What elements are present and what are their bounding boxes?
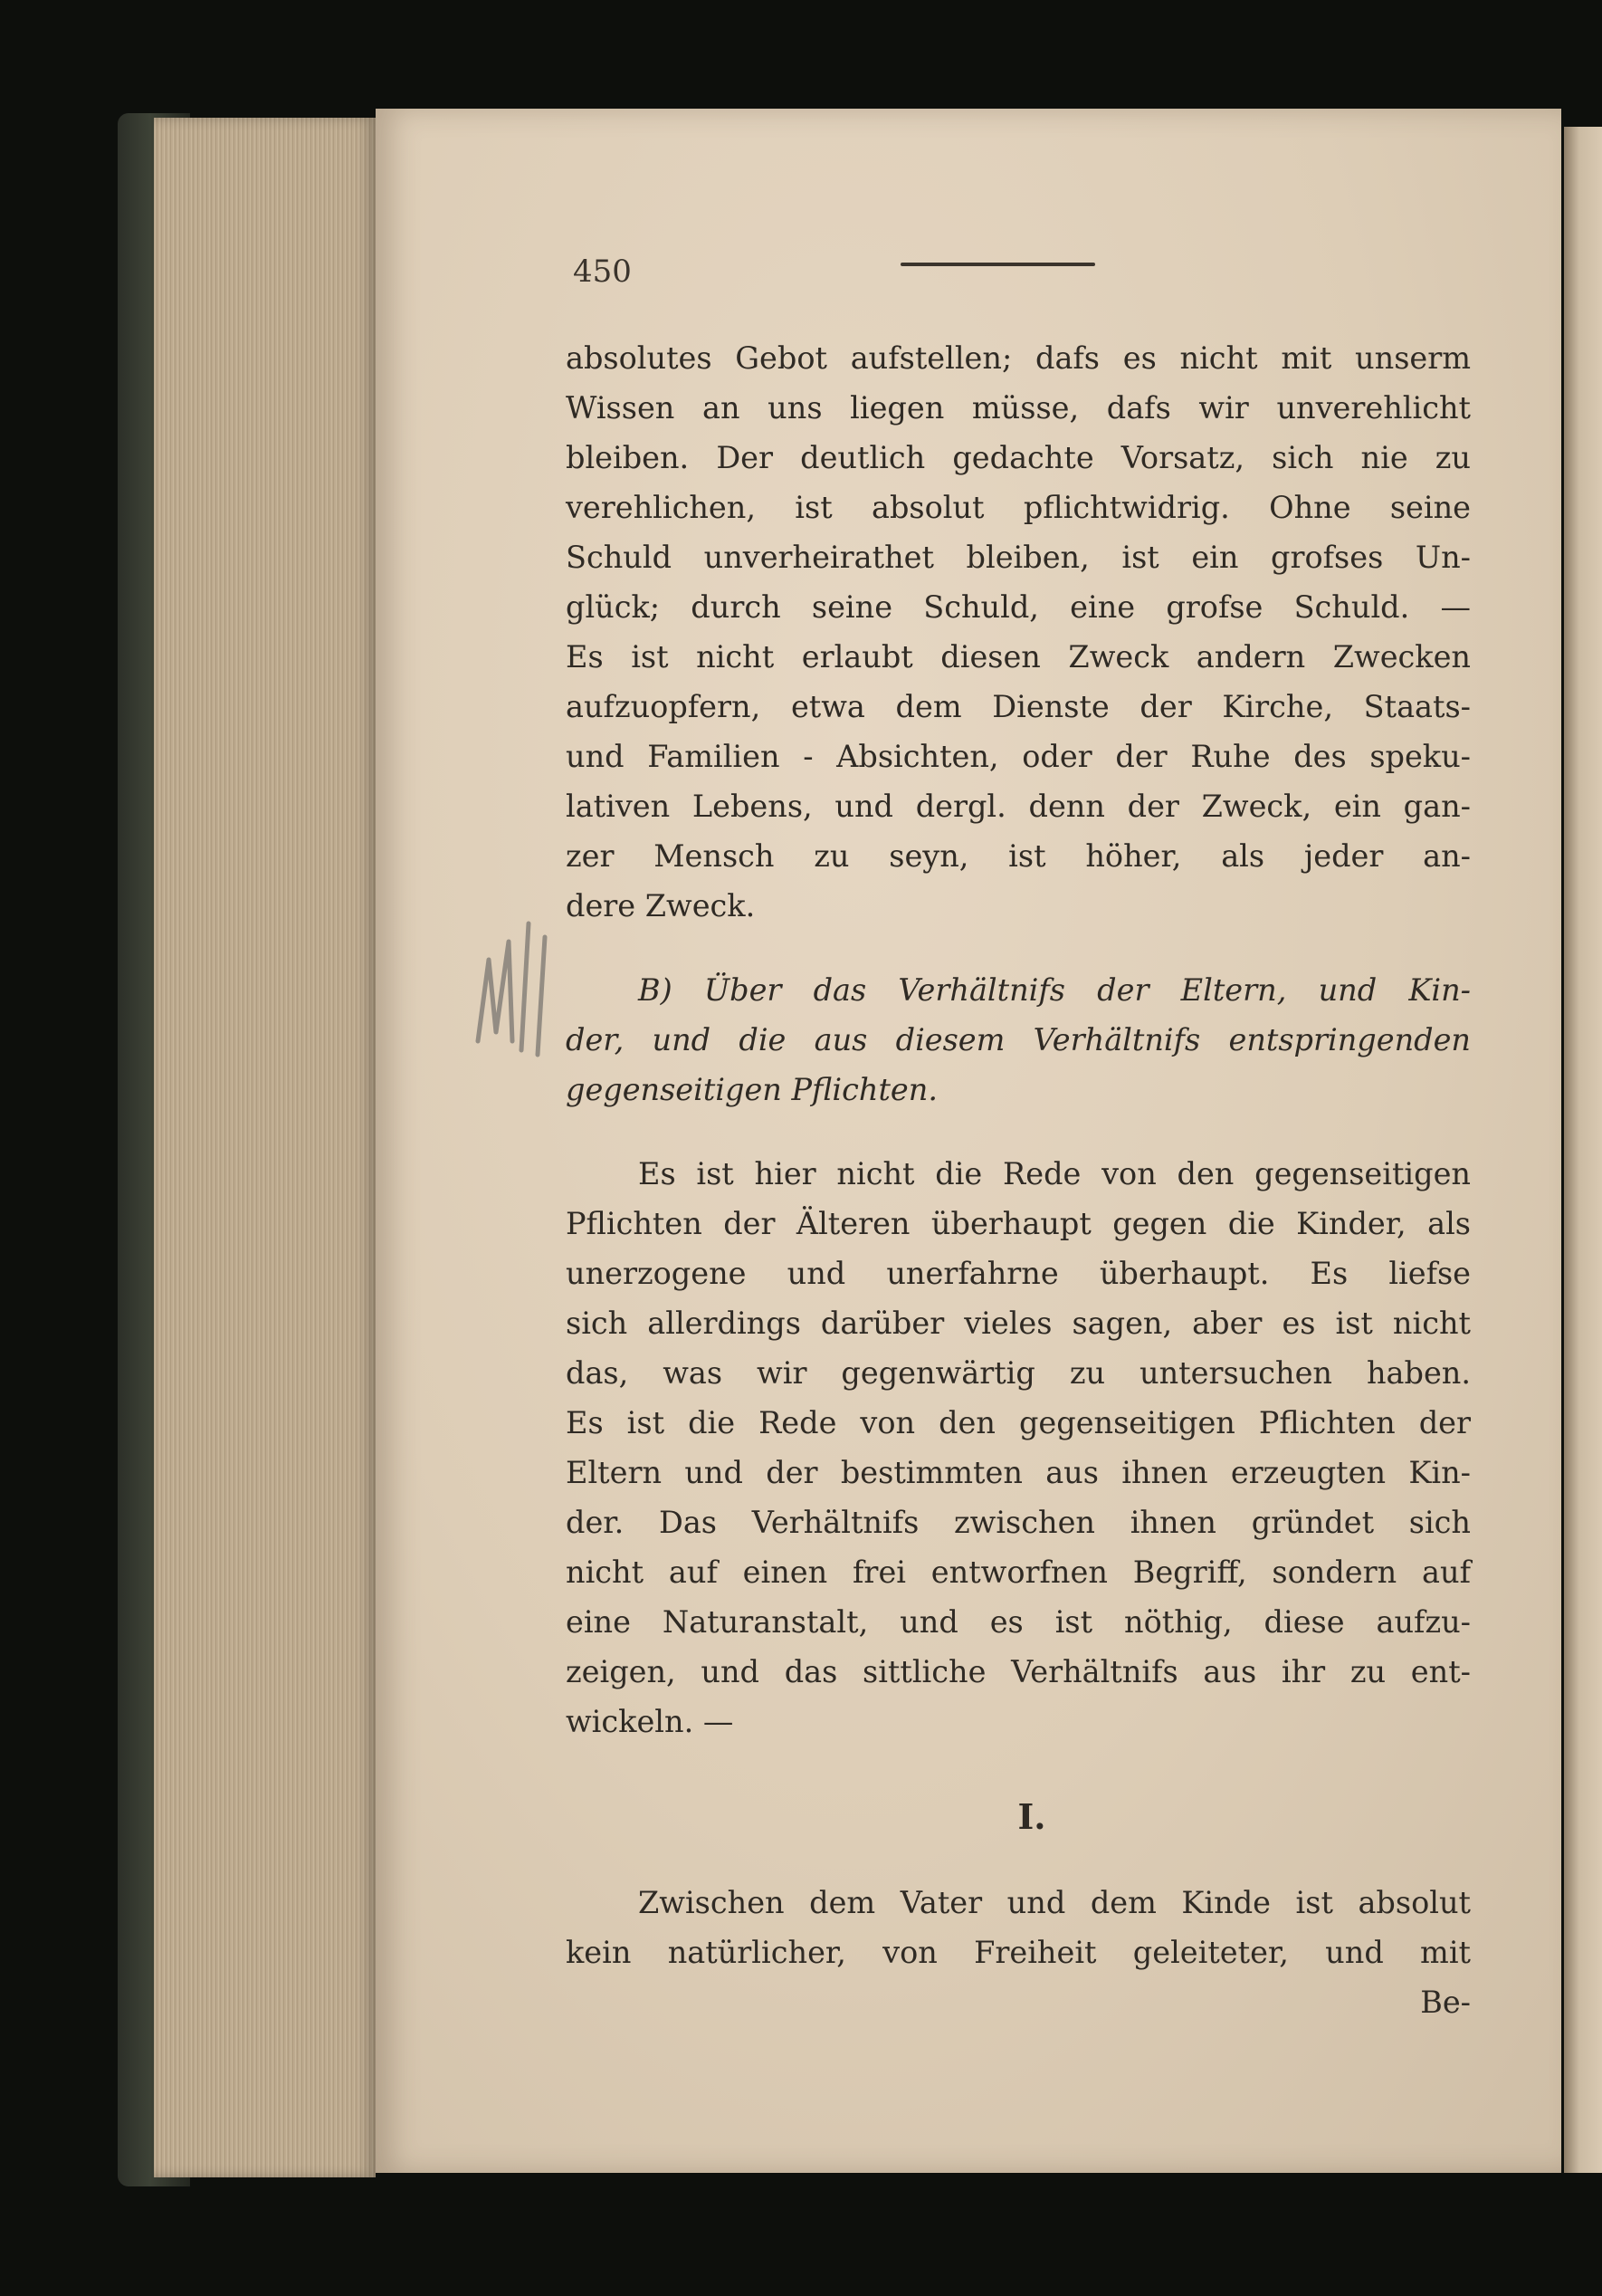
text-line: verehlichen, ist absolut pflichtwidrig. Ohne seine bbox=[566, 490, 1471, 525]
text-line: bleiben. Der deutlich gedachte Vorsatz, sich nie zu bbox=[566, 440, 1471, 475]
text-line: Schuld unverheirathet bleiben, ist ein grofses Un- bbox=[566, 540, 1471, 575]
text-line: wickeln. — bbox=[566, 1704, 734, 1739]
catchword: Be- bbox=[1420, 1985, 1471, 2020]
facing-page-edge bbox=[1564, 127, 1602, 2173]
text-line: Wissen an uns liegen müsse, dafs wir unverehlicht bbox=[566, 390, 1471, 426]
section-heading-b bbox=[566, 965, 1471, 1115]
heading-line: der, und die aus diesem Verhältnifs entspringenden bbox=[566, 1022, 1471, 1057]
text-line: kein natürlicher, von Freiheit geleiteter, und mit bbox=[566, 1935, 1471, 1970]
text-line: das, was wir gegenwärtig zu untersuchen haben. bbox=[566, 1355, 1471, 1391]
paragraph-3 bbox=[566, 1878, 1471, 1977]
text-line: zer Mensch zu seyn, ist höher, als jeder an- bbox=[566, 838, 1471, 874]
header-rule bbox=[901, 263, 1095, 266]
text-line: unerzogene und unerfahrne überhaupt. Es liefse bbox=[566, 1256, 1471, 1291]
heading-line: gegenseitigen Pflichten. bbox=[566, 1072, 938, 1107]
paragraph-2 bbox=[566, 1149, 1471, 1746]
text-line: nicht auf einen frei entworfnen Begriff, sondern auf bbox=[566, 1555, 1471, 1590]
text-block bbox=[566, 333, 1471, 2027]
page-number: 450 bbox=[573, 254, 632, 290]
text-line: und Familien - Absichten, oder der Ruhe des speku- bbox=[566, 739, 1471, 774]
book-page bbox=[376, 109, 1561, 2173]
text-line: glück; durch seine Schuld, eine grofse Schuld. — bbox=[566, 589, 1471, 625]
text-line: Zwischen dem Vater und dem Kinde ist absolut bbox=[638, 1885, 1471, 1920]
page-edges bbox=[154, 118, 376, 2177]
text-line: Es ist die Rede von den gegenseitigen Pflichten der bbox=[566, 1405, 1471, 1440]
pencil-margin-mark bbox=[462, 905, 557, 1068]
text-line: Es ist nicht erlaubt diesen Zweck andern Zwecken bbox=[566, 639, 1471, 674]
text-line: lativen Lebens, und dergl. denn der Zweck, ein gan- bbox=[566, 789, 1471, 824]
paragraph-1 bbox=[566, 333, 1471, 931]
text-line: zeigen, und das sittliche Verhältnifs aus ihr zu ent- bbox=[566, 1654, 1471, 1689]
text-line: aufzuopfern, etwa dem Dienste der Kirche, Staats- bbox=[566, 689, 1471, 724]
text-line: Es ist hier nicht die Rede von den gegenseitigen bbox=[638, 1156, 1471, 1191]
text-line: absolutes Gebot aufstellen; dafs es nicht mit unserm bbox=[566, 340, 1471, 376]
text-line: eine Naturanstalt, und es ist nöthig, diese aufzu- bbox=[566, 1604, 1471, 1640]
text-line: Eltern und der bestimmten aus ihnen erzeugten Kin- bbox=[566, 1455, 1471, 1490]
section-numeral: I. bbox=[1017, 1796, 1046, 1837]
text-line: der. Das Verhältnifs zwischen ihnen gründet sich bbox=[566, 1505, 1471, 1540]
text-line: dere Zweck. bbox=[566, 888, 756, 923]
text-line: sich allerdings darüber vieles sagen, aber es ist nicht bbox=[566, 1306, 1471, 1341]
heading-line: B) Über das Verhältnifs der Eltern, und Kin- bbox=[638, 972, 1471, 1008]
text-line: Pflichten der Älteren überhaupt gegen die Kinder, als bbox=[566, 1206, 1471, 1241]
